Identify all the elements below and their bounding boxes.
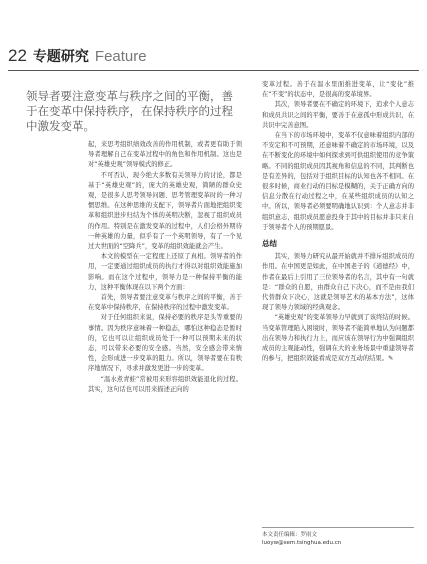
paragraph: 不可否认，现今绝大多数有关领导力的讨论，都是基于“英雄史观”的，庞大的英雄史观，简陋的群众史观，是很多人思考领导问题、思考管理变革时的一种习惯思维。在这种思维的支配下，领导者片面地把组织变革和组织进步归结为个体的英明决断，忽视了组织成员的作用。特别是在激发变革的过程中，人们会格外期待一种英雄的力量，似乎有了一个英明领导，有了一个见过大世面的“空降兵”，变革的组织效能就会产生。 (88, 171, 242, 251)
paragraph: “温水煮青蛙”常被用来形容组织效能退化的过程。其实，这句话也可以用来描述正向的 (88, 375, 242, 393)
paragraph: 其次，领导者要在不确定的环境下，追求个人意志和成员共识之间的平衡，要善于在意孤中形成共识，在共识中完善意图。 (262, 101, 414, 129)
summary-heading: 总结 (262, 239, 277, 249)
paragraph: 在当下的市场环境中，变革不仅意味着组织内部的不安定和不可预期，还意味着不确定的市场环境，以及在不断变化的环境中如何探求到可供组织使用的竞争策略。不同的组织成员因其视角和信息的不同，其判断也是有差异的，包括对于组织目标的认知也各不相同。在很多时候，商业行动的目标是模糊的，关于正确方向的信息分散在行动过程之中，在某些组织成员的认知之中。所以，领导者必须要明确地认识到：个人意志并非组织意志，组织成员愿意投身于其中的目标并非只来自于领导者个人的预期愿景。 (262, 132, 414, 231)
paragraph: 其实，领导力研究从最开始就并不排斥组织成员的作用。在中国更是如此，在中国老子的《道德经》中，作者在最后上引用了三位领导者的名言，其中有一句就是：“群众的自愿，由群众自己下决心，而不是由我们代替群众下决心，这就是领导艺术的基本方法”，这体现了领导力领域的经典观念。 (262, 253, 414, 312)
paragraph (262, 313, 414, 364)
page-number: 22 (8, 46, 27, 65)
paragraph: 本文的模型在一定程度上还原了真相。领导者的作用，一定要通过组织成员的执行才得以对组织效能施加影响。而在这个过程中，领导力是一种保持平衡的能力，这种平衡体现在以下两个方面： (88, 253, 242, 291)
article-column-right (262, 80, 414, 364)
header-divider (8, 70, 419, 71)
page-header (8, 46, 147, 68)
footer-divider (262, 527, 414, 528)
editor-line: 本文责任编辑：罗雨文 (262, 532, 318, 538)
paragraph: 对于任何组织来说，保持必要的秩序是头等重要的事情。因为秩序意味着一种稳态，哪怕这种稳态是暂时的，它也可以让组织成员处于一种可以预期未来的状态，可以带来必要的安全感。当然，安全感会带来惰性，会形成进一步变革的阻力。所以，领导者要在有秩序地情况下，寻求并激发更进一步的变革。 (88, 314, 242, 373)
paragraph: 起，来思考组织绩效改善的作用机制，或者更有助于领导者理解自己在变革过程中的角色和作用机制。这也是对“英雄史观”领导模式的修正。 (88, 141, 242, 169)
section-title-english: Feature (94, 48, 147, 65)
paragraph: 变革过程。善于在温水里面推进变革，让“变化”推在“不变”的状态中，是很高的变革境界。 (262, 81, 414, 99)
pull-quote: 领导者要注意变革与秩序之间的平衡，善于在变革中保持秩序，在保持秩序的过程中激发变革。 (26, 89, 233, 133)
article-column-middle (88, 140, 242, 395)
section-title: 专题研究 (32, 49, 89, 65)
editor-credit (262, 531, 414, 547)
end-mark-icon: ✎ (387, 355, 394, 363)
paragraph-text: “英雄史观”的变革领导力早就到了该终结的时候。当变革管理陷入困境时，领导者不能简单地认为问题都出在领导力和执行力上，而应该在领导行为中强调组织成员的主观能动性，强调在大的业务场景中重建领导者的参与，把组织效能看成是双方互动的结果。 (262, 314, 414, 363)
paragraph: 首先，领导者要注意变革与秩序之间的平衡，善于在变革中保持秩序，在保持秩序的过程中激发变革。 (88, 294, 242, 312)
editor-email: luoyw@sem.tsinghua.edu.cn (262, 540, 342, 546)
